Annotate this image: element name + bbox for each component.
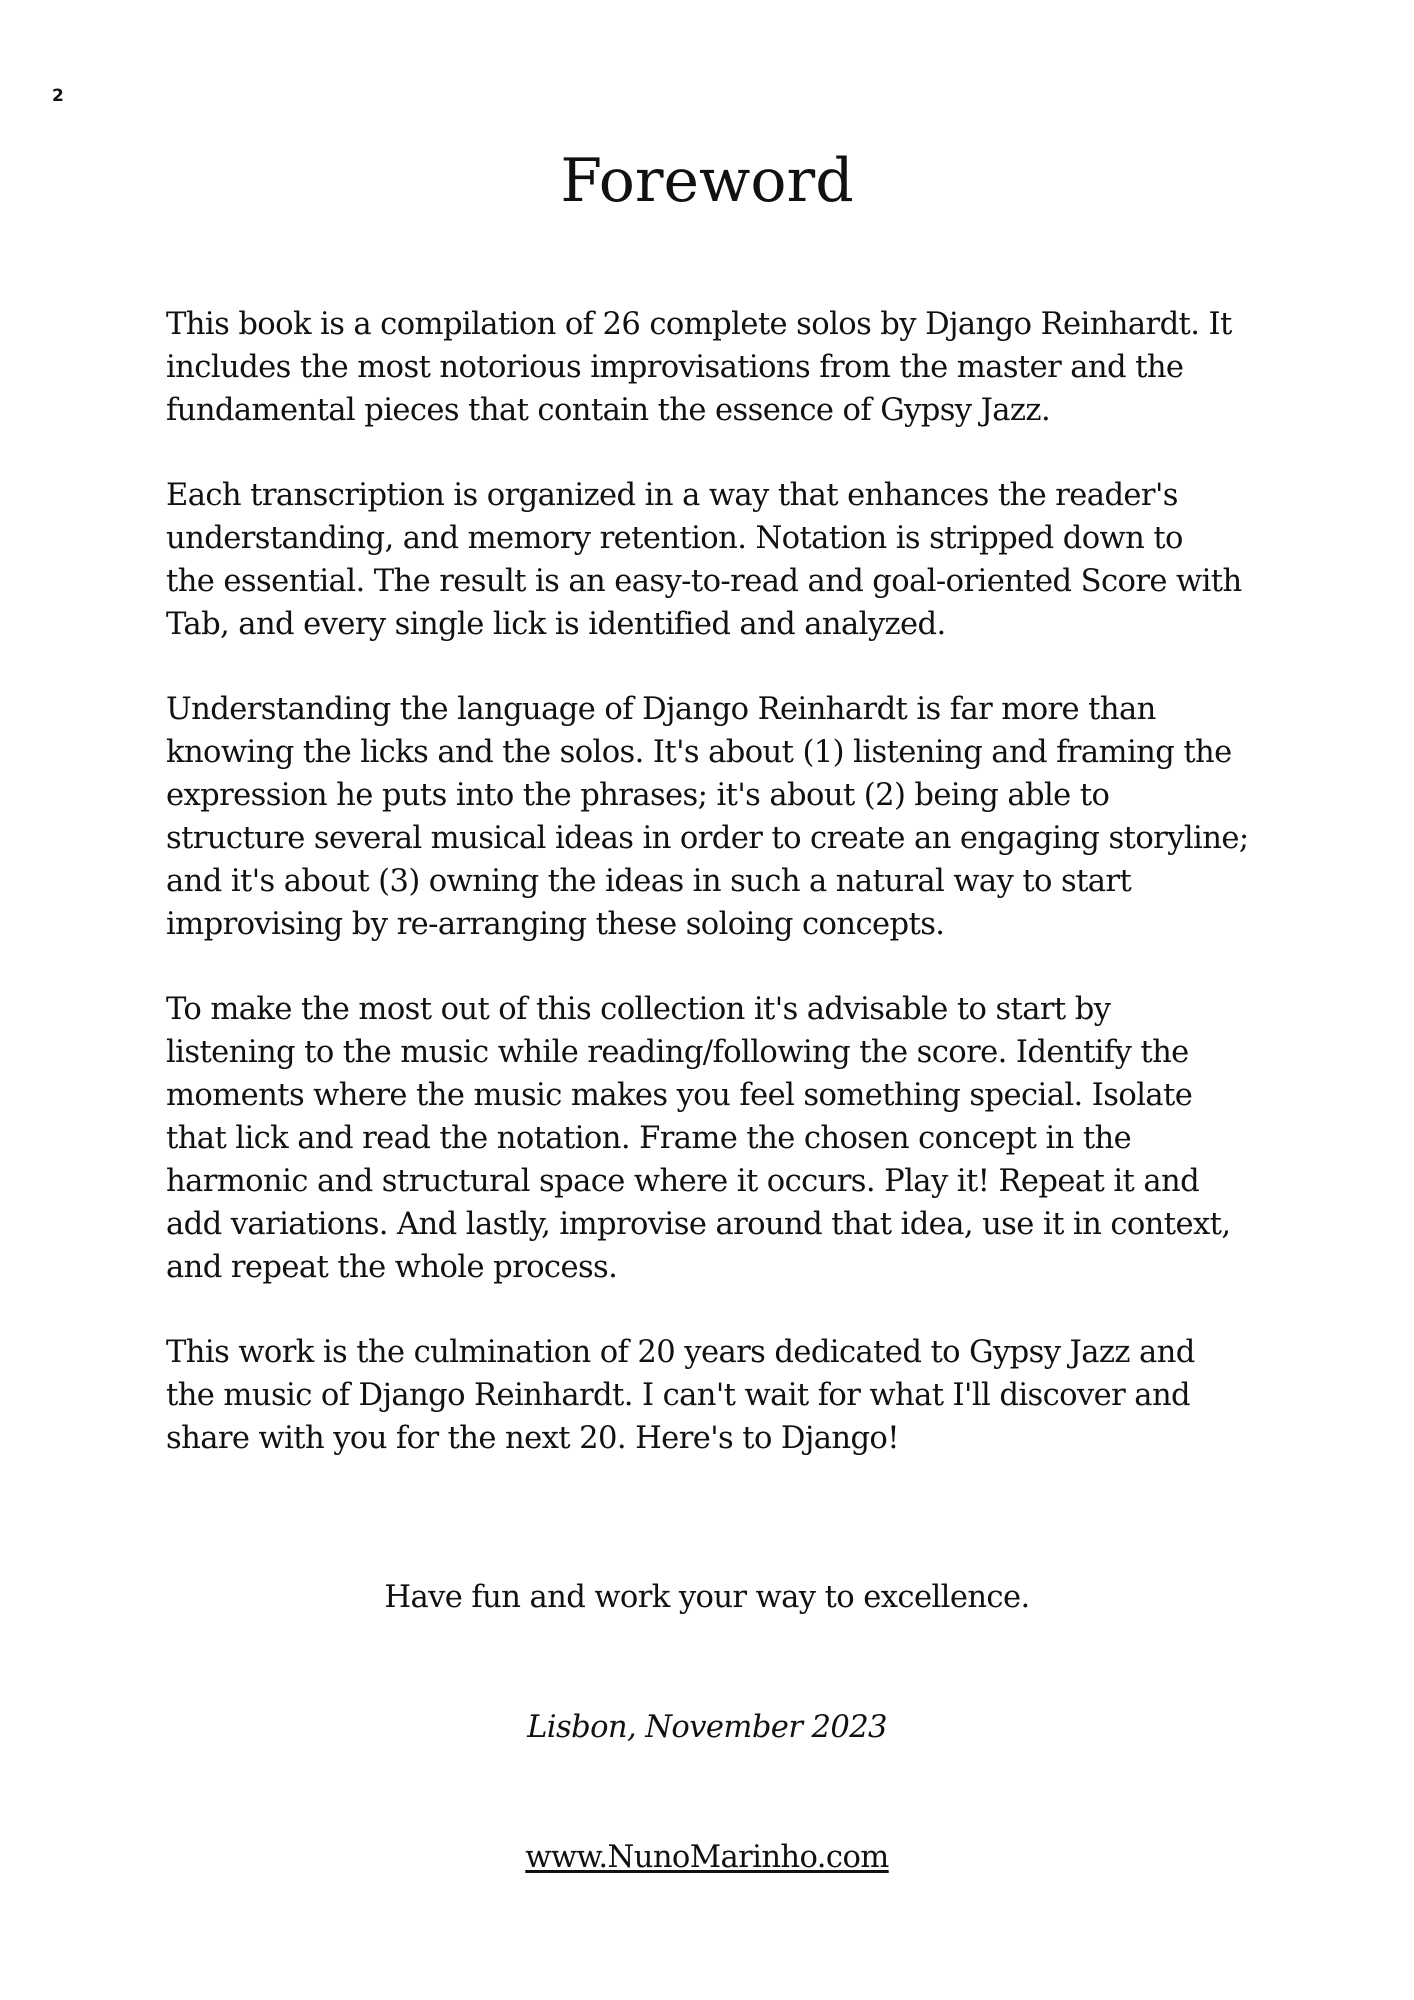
website [0,1836,1414,1879]
text-line: that lick and read the notation. Frame the chosen concept in the [166,1121,1132,1156]
paragraph-5 [166,1331,1291,1460]
signature-place-date: Lisbon, November 2023 [527,1710,887,1745]
page-number: 2 [52,86,64,106]
text-line: knowing the licks and the solos. It's about (1) listening and framing the [166,735,1232,770]
website-link[interactable]: www.NunoMarinho.com [525,1840,889,1875]
page-title: Foreword [560,146,854,216]
text-line: and repeat the whole process. [166,1250,618,1285]
text-line: Each transcription is organized in a way that enhances the reader's [166,478,1178,513]
text-line: This book is a compilation of 26 complete solos by Django Reinhardt. It [166,307,1232,342]
text-line: the music of Django Reinhardt. I can't wait for what I'll discover and [166,1378,1191,1413]
text-line: expression he puts into the phrases; it's about (2) being able to [166,778,1110,813]
paragraph-2 [166,474,1291,646]
text-line: harmonic and structural space where it occurs. Play it! Repeat it and [166,1164,1200,1199]
text-line: understanding, and memory retention. Notation is stripped down to [166,521,1183,556]
text-line: To make the most out of this collection it's advisable to start by [166,992,1111,1027]
text-line: moments where the music makes you feel something special. Isolate [166,1078,1193,1113]
text-line: includes the most notorious improvisations from the master and the [166,350,1184,385]
paragraph-4 [166,988,1291,1289]
foreword-body [166,303,1291,1502]
paragraph-1 [166,303,1291,432]
text-line: the essential. The result is an easy-to-read and goal-oriented Score with [166,564,1242,599]
closing-line: Have fun and work your way to excellence. [384,1580,1030,1615]
text-line: add variations. And lastly, improvise around that idea, use it in context, [166,1207,1231,1242]
text-line: listening to the music while reading/following the score. Identify the [166,1035,1189,1070]
text-line: fundamental pieces that contain the essence of Gypsy Jazz. [166,393,1051,428]
paragraph-3 [166,688,1291,946]
text-line: Understanding the language of Django Reinhardt is far more than [166,692,1156,727]
text-line: structure several musical ideas in order to create an engaging storyline; [166,821,1249,856]
text-line: and it's about (3) owning the ideas in such a natural way to start [166,864,1132,899]
text-line: improvising by re-arranging these soloing concepts. [166,907,945,942]
text-line: share with you for the next 20. Here's to Django! [166,1421,899,1456]
text-line: Tab, and every single lick is identified and analyzed. [166,607,946,642]
text-line: This work is the culmination of 20 years dedicated to Gypsy Jazz and [166,1335,1195,1370]
